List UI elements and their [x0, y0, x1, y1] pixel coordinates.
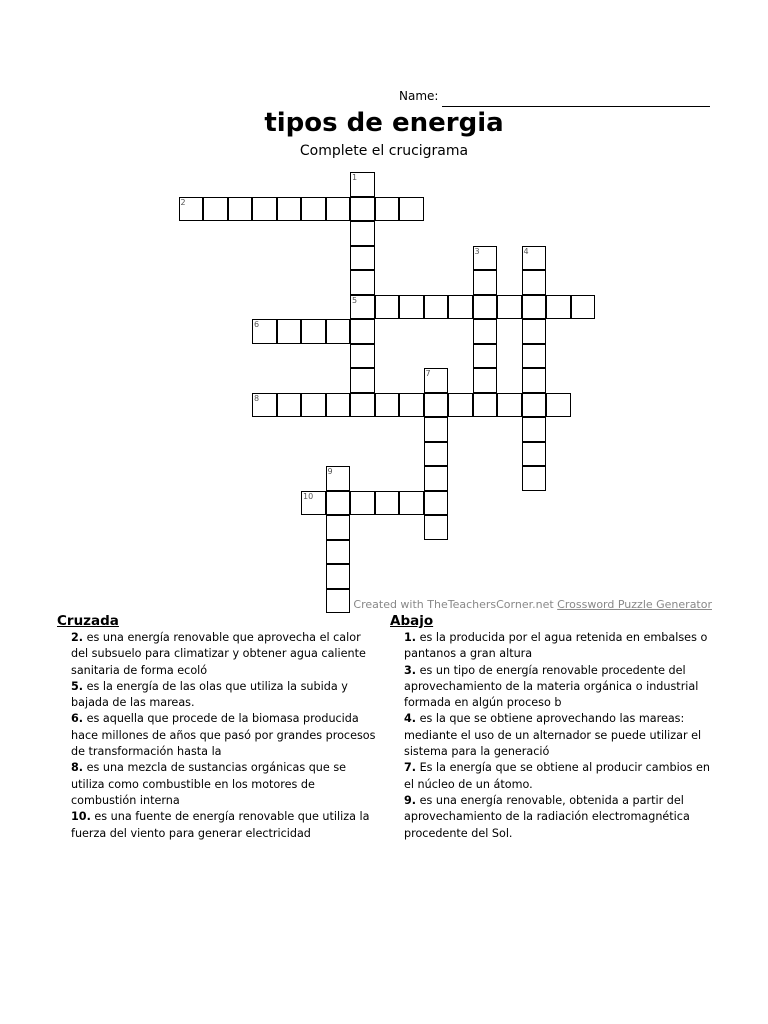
- crossword-cell[interactable]: [326, 589, 351, 614]
- crossword-cell[interactable]: [448, 393, 473, 418]
- down-clue: [390, 630, 715, 663]
- crossword-cell[interactable]: [473, 246, 498, 271]
- down-clue: [390, 793, 715, 842]
- across-clue: [57, 809, 377, 842]
- crossword-cell[interactable]: [424, 442, 449, 467]
- clue-num: 4.: [404, 712, 417, 726]
- clue-text: es una energía renovable que aprovecha el calor del subsuelo para climatizar y obtener agua caliente sanitaria de forma ecoló: [71, 631, 366, 677]
- crossword-cell[interactable]: [424, 466, 449, 491]
- crossword-cell[interactable]: [277, 197, 302, 222]
- clue-num: 3.: [404, 663, 417, 677]
- across-clue: [57, 630, 377, 679]
- clue-num: 2.: [71, 631, 84, 644]
- crossword-cell[interactable]: [399, 197, 424, 222]
- crossword-cell[interactable]: [448, 295, 473, 320]
- crossword-cell[interactable]: [375, 491, 400, 516]
- clue-num: 10.: [71, 810, 91, 824]
- crossword-cell[interactable]: [375, 393, 400, 418]
- page-subtitle: Complete el crucigrama: [299, 143, 469, 159]
- crossword-cell[interactable]: [350, 197, 375, 222]
- down-clue: [390, 760, 715, 793]
- crossword-cell[interactable]: [399, 295, 424, 320]
- clue-number: 6: [254, 320, 260, 329]
- crossword-cell[interactable]: [350, 393, 375, 418]
- clue-num: 7.: [404, 761, 417, 775]
- crossword-cell[interactable]: [350, 491, 375, 516]
- across-heading: Cruzada: [57, 613, 119, 629]
- generator-link[interactable]: Crossword Puzzle Generator: [557, 598, 712, 611]
- crossword-cell[interactable]: [228, 197, 253, 222]
- crossword-cell[interactable]: [326, 197, 351, 222]
- crossword-cell[interactable]: [350, 295, 375, 320]
- crossword-cell[interactable]: [350, 172, 375, 197]
- clue-number: 2: [180, 197, 186, 207]
- crossword-cell[interactable]: [473, 368, 498, 393]
- crossword-cell[interactable]: [326, 540, 351, 565]
- crossword-cell[interactable]: [252, 393, 277, 418]
- crossword-cell[interactable]: [522, 246, 547, 271]
- page-title: tipos de energia: [264, 108, 504, 138]
- crossword-cell[interactable]: [179, 197, 204, 222]
- crossword-cell[interactable]: [326, 466, 351, 491]
- crossword-cell[interactable]: [473, 393, 498, 418]
- clue-number: 1: [352, 173, 358, 182]
- crossword-cell[interactable]: [326, 515, 351, 540]
- crossword-cell[interactable]: [301, 319, 326, 344]
- clue-text: es una fuente de energía renovable que utiliza la fuerza del viento para generar electricidad: [71, 810, 370, 840]
- clue-num: 1.: [404, 631, 417, 644]
- crossword-cell[interactable]: [350, 368, 375, 393]
- clue-num: 5.: [71, 679, 84, 693]
- crossword-cell[interactable]: [522, 319, 547, 344]
- across-clue: [57, 679, 377, 712]
- crossword-cell[interactable]: [252, 319, 277, 344]
- crossword-cell[interactable]: [546, 295, 571, 320]
- crossword-cell[interactable]: [522, 393, 547, 418]
- clue-number: 9: [327, 467, 333, 476]
- crossword-cell[interactable]: [424, 515, 449, 540]
- crossword-cell[interactable]: [473, 295, 498, 320]
- clue-text: es la energía de las olas que utiliza la subida y bajada de las mareas.: [71, 679, 348, 710]
- clue-text: es aquella que procede de la biomasa producida hace millones de años que pasó por grandes procesos de transformación hasta la: [71, 712, 376, 759]
- crossword-cell[interactable]: [326, 564, 351, 589]
- clue-number: 8: [254, 393, 260, 403]
- crossword-cell[interactable]: [522, 344, 547, 369]
- clue-num: 9.: [404, 793, 417, 807]
- crossword-cell[interactable]: [375, 295, 400, 320]
- crossword-cell[interactable]: [571, 295, 596, 320]
- crossword-cell[interactable]: [497, 393, 522, 418]
- crossword-cell[interactable]: [252, 197, 277, 222]
- down-clue: [390, 711, 715, 760]
- clue-text: es una mezcla de sustancias orgánicas que se utiliza como combustible en los motores de combustión interna: [71, 761, 347, 807]
- crossword-cell[interactable]: [522, 270, 547, 295]
- crossword-cell[interactable]: [350, 246, 375, 271]
- crossword-cell[interactable]: [375, 197, 400, 222]
- crossword-cell[interactable]: [522, 466, 547, 491]
- credit-line: [353, 598, 712, 611]
- crossword-cell[interactable]: [350, 270, 375, 295]
- across-clue: [57, 711, 377, 760]
- clue-text: es una energía renovable, obtenida a partir del aprovechamiento de la radiación electromagnética procedente del Sol.: [404, 793, 690, 840]
- crossword-cell[interactable]: [424, 295, 449, 320]
- crossword-cell[interactable]: [424, 417, 449, 442]
- crossword-cell[interactable]: [203, 197, 228, 222]
- clue-text: Es la energía que se obtiene al producir cambios en el núcleo de un átomo.: [404, 761, 710, 791]
- down-clues: [390, 612, 715, 842]
- crossword-cell[interactable]: [350, 319, 375, 344]
- name-label: Name:: [399, 89, 439, 103]
- crossword-cell[interactable]: [424, 491, 449, 516]
- crossword-cell[interactable]: [301, 393, 326, 418]
- crossword-cell[interactable]: [326, 491, 351, 516]
- clue-text: es la producida por el agua retenida en embalses o pantanos a gran altura: [404, 631, 708, 661]
- clue-number: 10: [303, 491, 314, 501]
- crossword-cell[interactable]: [473, 270, 498, 295]
- crossword-cell[interactable]: [326, 393, 351, 418]
- down-clue: [390, 663, 715, 712]
- crossword-cell[interactable]: [546, 393, 571, 418]
- crossword-cell[interactable]: [399, 491, 424, 516]
- crossword-cell[interactable]: [522, 417, 547, 442]
- credit-text: Created with TheTeachersCorner.net: [353, 598, 558, 611]
- crossword-cell[interactable]: [424, 393, 449, 418]
- down-heading: Abajo: [390, 613, 434, 629]
- clue-text: es la que se obtiene aprovechando las mareas: mediante el uso de un alternador se puede utilizar el sistema para la generació: [404, 712, 702, 759]
- crossword-cell[interactable]: [473, 344, 498, 369]
- clue-text: es un tipo de energía renovable procedente del aprovechamiento de la materia orgánica o industrial formada en algún proceso b: [404, 663, 699, 710]
- crossword-cell[interactable]: [301, 197, 326, 222]
- clue-number: 5: [352, 295, 358, 305]
- crossword-cell[interactable]: [522, 368, 547, 393]
- crossword-cell[interactable]: [522, 295, 547, 320]
- across-clues: [57, 612, 377, 842]
- crossword-cell[interactable]: [350, 221, 375, 246]
- crossword-cell[interactable]: [326, 319, 351, 344]
- crossword-cell[interactable]: [522, 442, 547, 467]
- crossword-cell[interactable]: [277, 319, 302, 344]
- crossword-cell[interactable]: [473, 319, 498, 344]
- crossword-cell[interactable]: [277, 393, 302, 418]
- clue-num: 8.: [71, 761, 84, 775]
- crossword-cell[interactable]: [399, 393, 424, 418]
- crossword-cell[interactable]: [350, 344, 375, 369]
- clue-number: 4: [523, 246, 529, 256]
- clue-num: 6.: [71, 712, 84, 726]
- crossword-cell[interactable]: [497, 295, 522, 320]
- crossword-cell[interactable]: [424, 368, 449, 393]
- crossword-cell[interactable]: [301, 491, 326, 516]
- across-clue: [57, 760, 377, 809]
- clue-number: 7: [425, 369, 431, 378]
- clue-number: 3: [474, 246, 480, 256]
